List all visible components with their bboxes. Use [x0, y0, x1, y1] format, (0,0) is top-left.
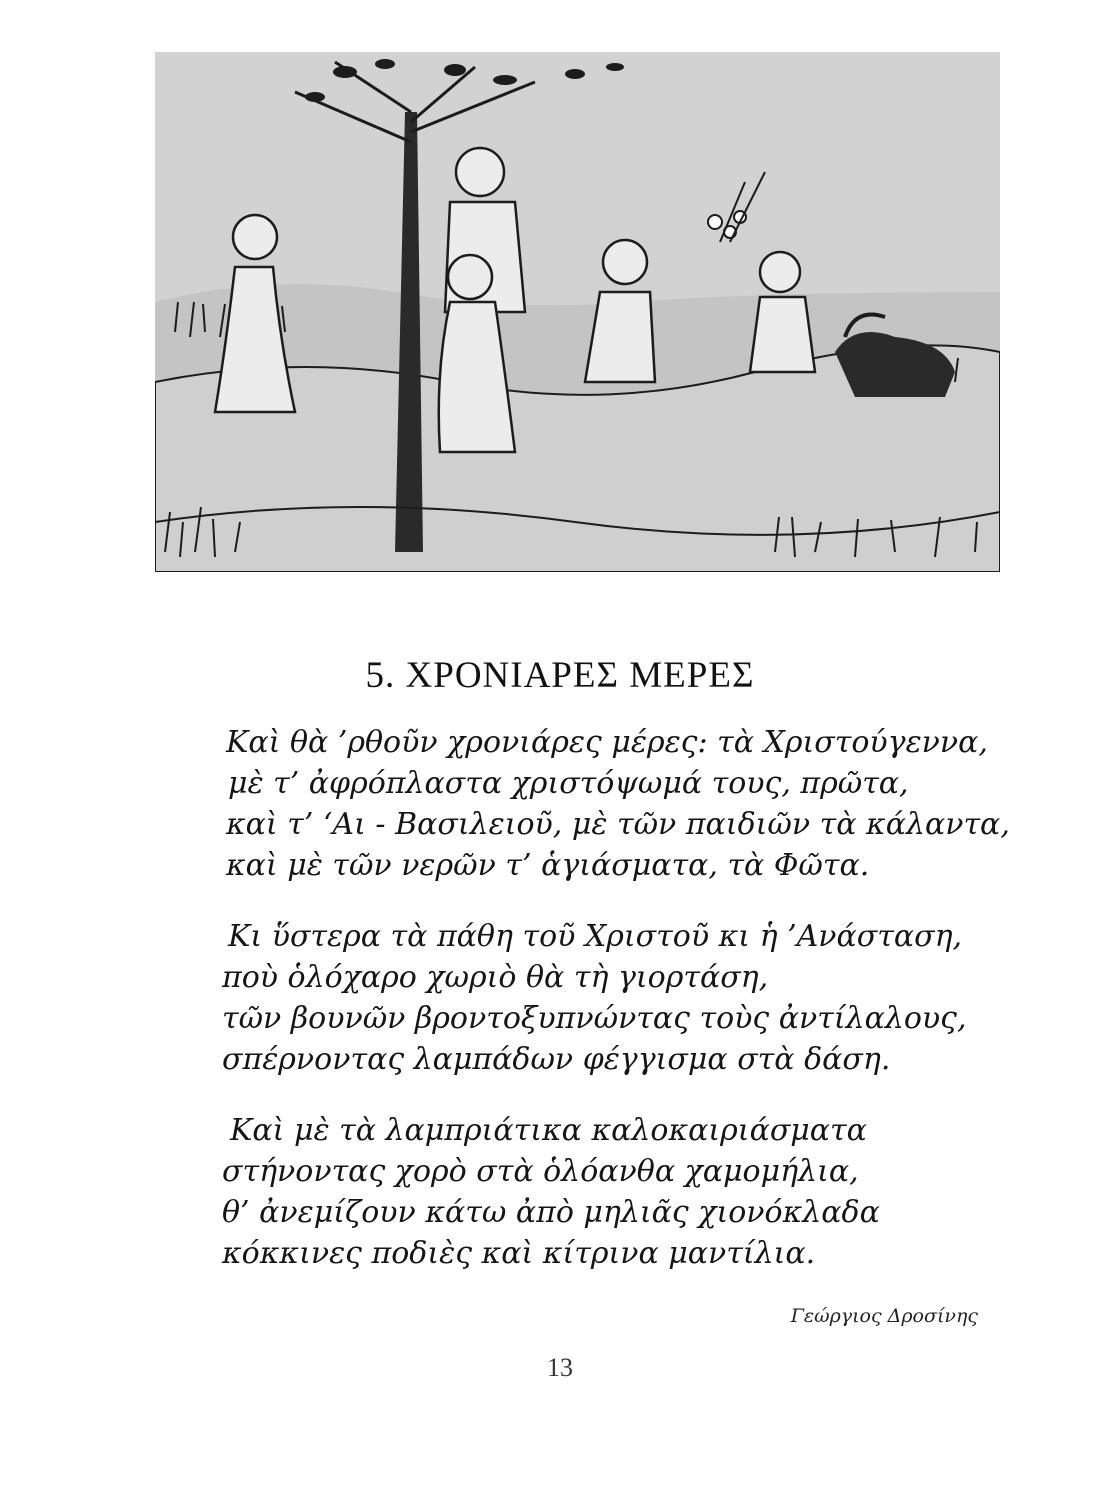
- poem-line: καὶ μὲ τῶν νερῶν τ’ ἁγιάσματα, τὰ Φῶτα.: [226, 848, 870, 883]
- poem-line: σπέρνοντας λαμπάδων φέγγισμα στὰ δάση.: [222, 1042, 891, 1077]
- stanza: [222, 1110, 1042, 1274]
- illustration-drawing: [155, 52, 1000, 572]
- poem-line: τῶν βουνῶν βροντοξυπνώντας τοὺς ἀντίλαλους,: [222, 1001, 967, 1036]
- stanza: [222, 722, 1042, 886]
- page-number: 13: [547, 1353, 573, 1382]
- poem-line: κόκκινες ποδιὲς καὶ κίτρινα μαντίλια.: [222, 1236, 816, 1271]
- poem-line: καὶ τ’ ‘Αι - Βασιλειοῦ, μὲ τῶν παιδιῶν τὰ κάλαντα,: [226, 807, 1010, 842]
- woodcut-illustration: [155, 52, 1000, 572]
- poem-line: ποὺ ὁλόχαρο χωριὸ θὰ τὴ γιορτάση,: [222, 960, 769, 995]
- poem-author: Γεώργιος Δροσίνης: [790, 1305, 978, 1327]
- poem-line: μὲ τ’ ἀφρόπλαστα χριστόψωμά τους, πρῶτα,: [228, 766, 909, 801]
- poem-line: στήνοντας χορὸ στὰ ὁλόανθα χαμομήλια,: [222, 1154, 859, 1189]
- poem-line: θ’ ἀνεμίζουν κάτω ἀπὸ μηλιᾶς χιονόκλαδα: [222, 1195, 880, 1230]
- poem-line: Καὶ μὲ τὰ λαμπριάτικα καλοκαιριάσματα: [230, 1113, 867, 1148]
- poem-title: 5. ΧΡΟΝΙΑΡΕΣ ΜΕΡΕΣ: [365, 655, 755, 696]
- stanza: [222, 916, 1042, 1080]
- poem-line: Κι ὕστερα τὰ πάθη τοῦ Χριστοῦ κι ἡ ’Ανάσταση,: [228, 919, 963, 954]
- poem-line: Καὶ θὰ ’ρθοῦν χρονιάρες μέρες: τὰ Χριστούγεννα,: [226, 725, 988, 760]
